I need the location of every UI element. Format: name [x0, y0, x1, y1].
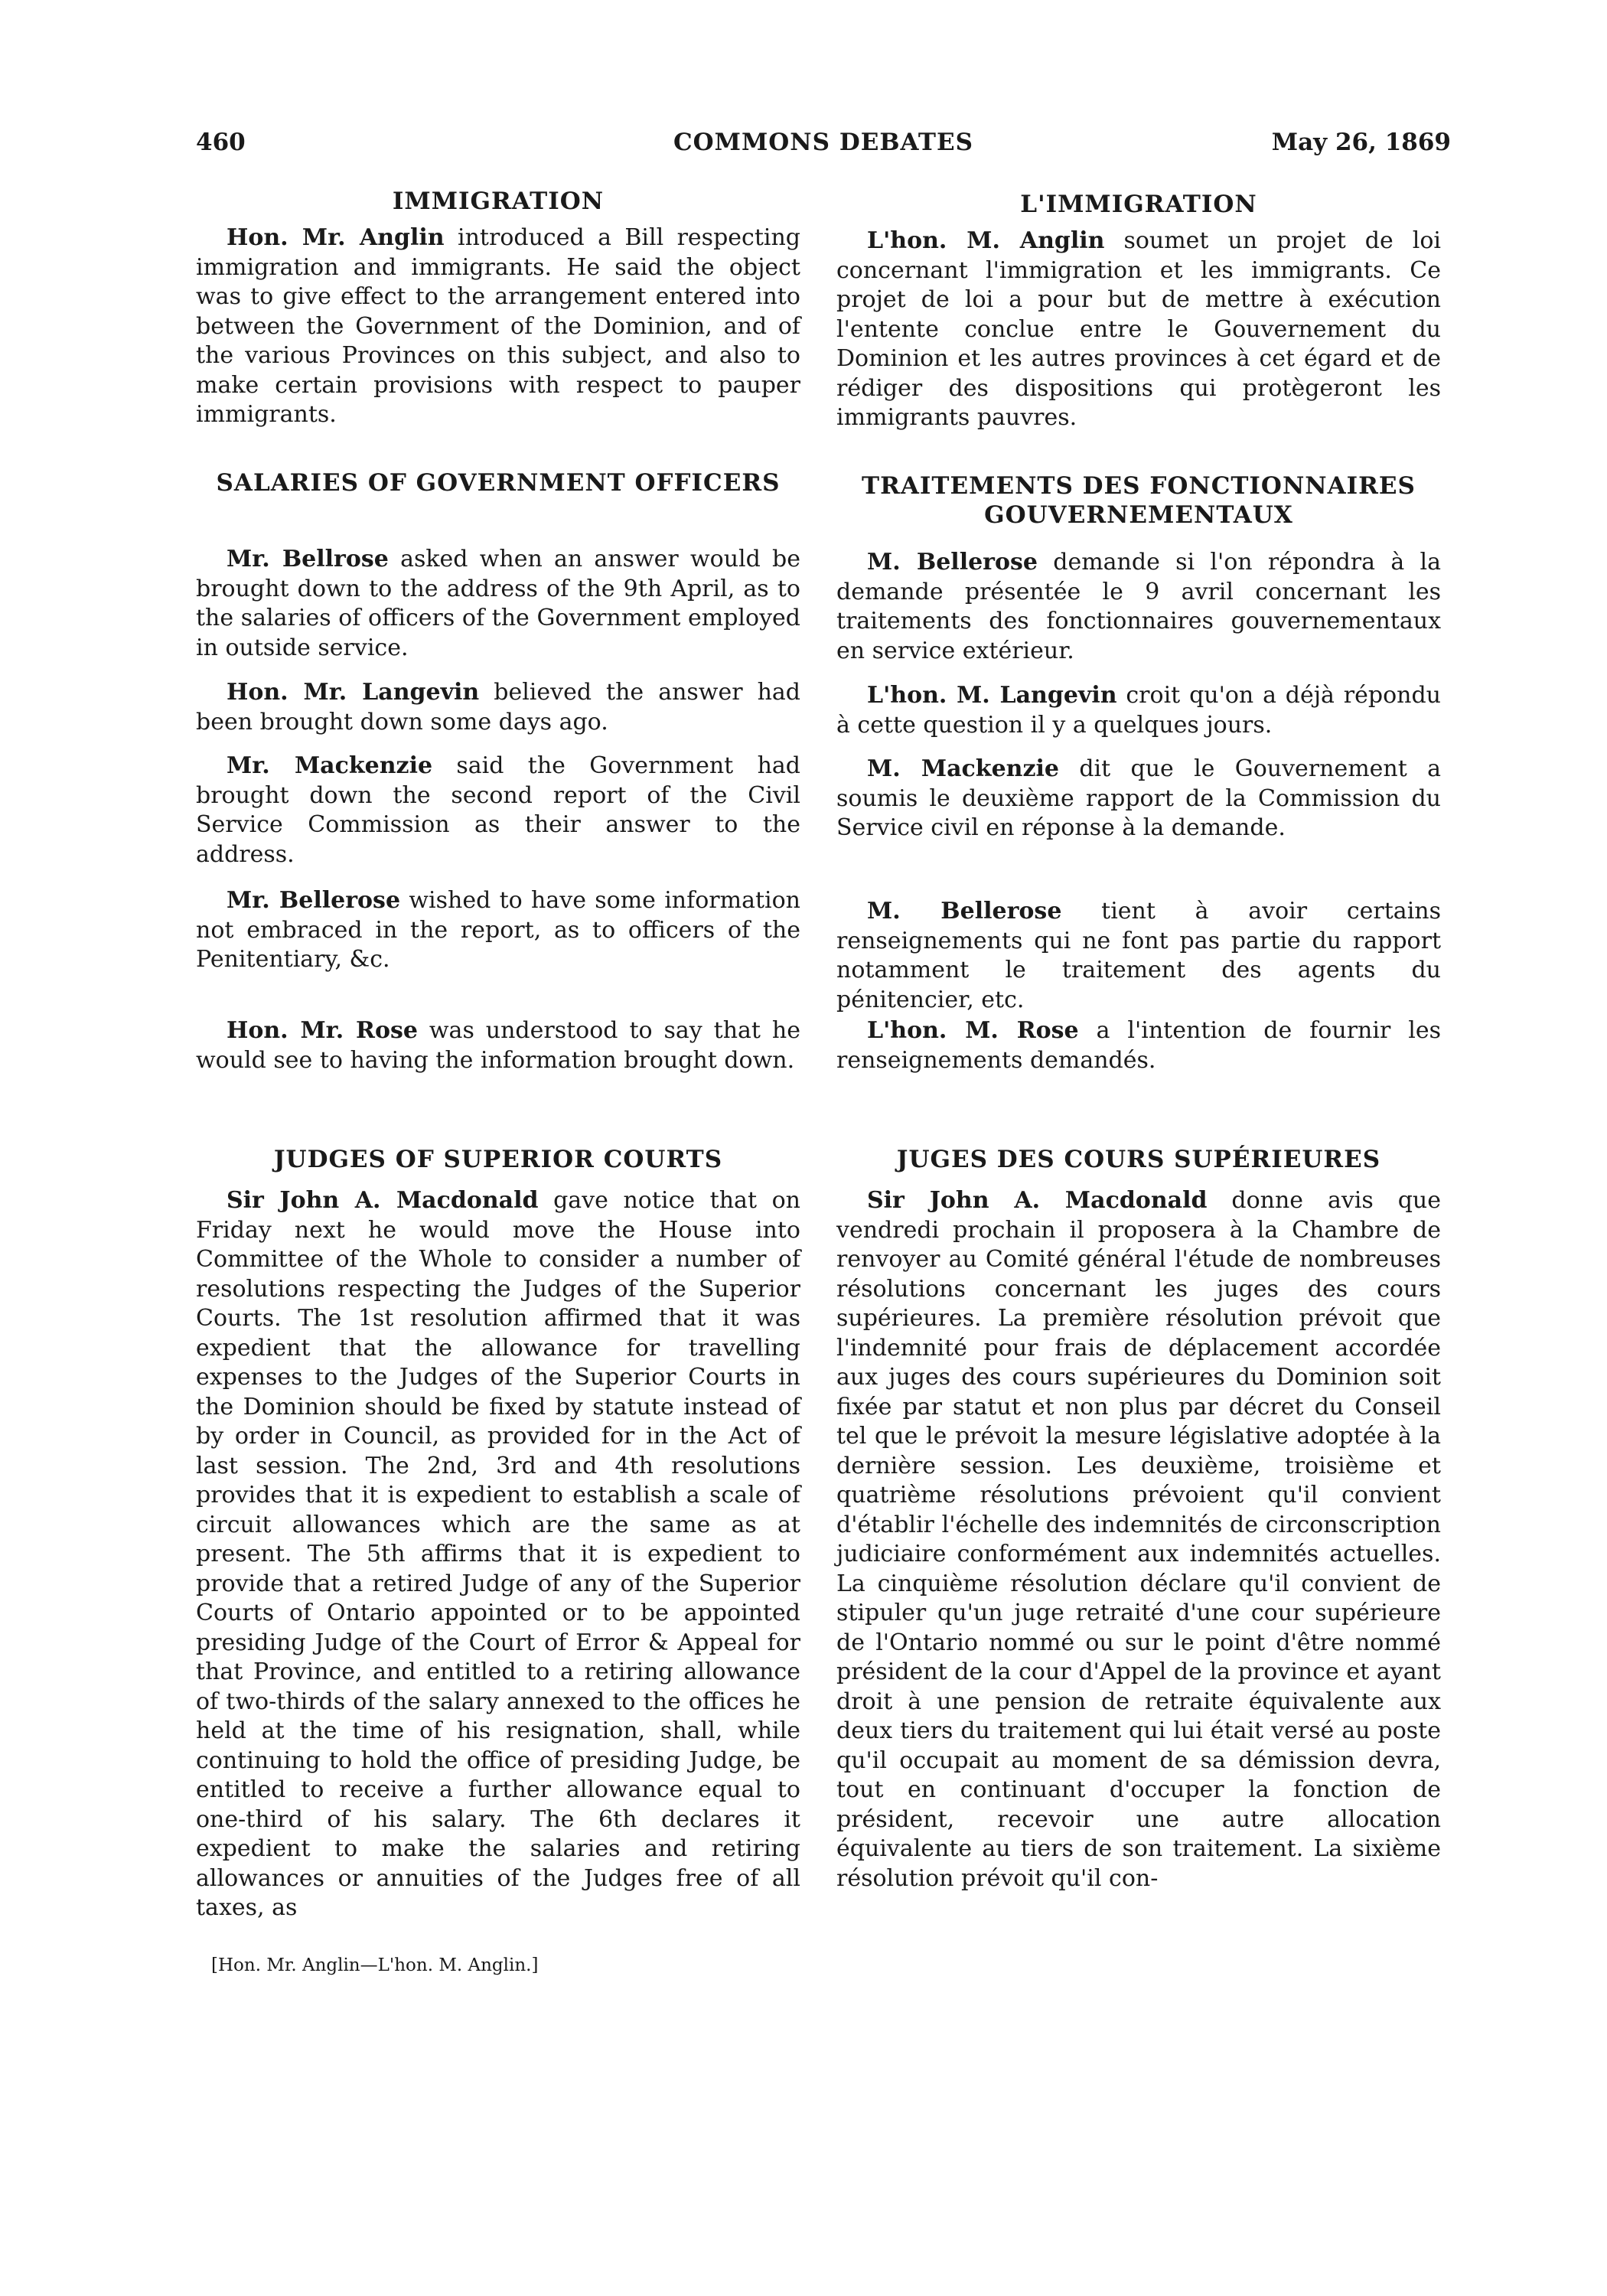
paragraph-bellerose-info — [196, 886, 800, 975]
page-header — [196, 129, 1451, 159]
paragraph-mackenzie-fr — [836, 755, 1441, 843]
speech-text: donne avis que vendredi prochain il proposera à la Chambre de renvoyer au Comité général l'étude de nombreuses résolutions concernant les juges des cours supérieures. La première résolution prévoit que l'indemnité pour frais de déplacement accordée aux juges des cours supérieures du Dominion soit fixée par statut et non plus par décret du Conseil tel que le prévoit la mesure législative adoptée à la dernière session. Les deuxième, troisième et quatrième résolutions prévoient qu'il convient d'établir l'échelle des indemnités de circonscription judiciaire conformément aux indemnités actuelles. La cinquième résolution déclare qu'il convient de stipuler qu'un juge retraité d'une cour supérieure de l'Ontario nommé ou sur le point d'être nommé président de la cour d'Appel de la province et ayant droit à une pension de retraite équivalente aux deux tiers du traitement qui lui était versé au poste qu'il occupait au moment de sa démission devra, tout en continuant d'occuper la fonction de président, recevoir une autre allocation équivalente au tiers de son traitement. La sixième résolution prévoit qu'il con- — [836, 1187, 1441, 1892]
section-title-immigration-fr: L'IMMIGRATION — [1020, 191, 1257, 218]
paragraph-bellerose-info-fr — [836, 897, 1441, 1015]
section-title-immigration: IMMIGRATION — [392, 188, 605, 215]
paragraph-anglin-immigration-fr — [836, 227, 1441, 433]
paragraph-bellerose-question-fr — [836, 548, 1441, 666]
speech-text: was understood to say that he would see to having the information brought down. — [196, 1017, 800, 1074]
speaker-name: Hon. Mr. Langevin — [227, 679, 480, 706]
speech-text: believed the answer had been brought down some days ago. — [196, 679, 801, 735]
speech-text: croit qu'on a déjà répondu à cette question il y a quelques jours. — [836, 682, 1441, 739]
page-footer-note: [Hon. Mr. Anglin—L'hon. M. Anglin.] — [211, 1955, 539, 1975]
speech-text: wished to have some information not embraced in the report, as to officers of the Penitentiary, &c. — [196, 887, 801, 973]
speaker-name: Sir John A. Macdonald — [867, 1187, 1208, 1214]
paragraph-anglin-immigration — [196, 223, 800, 430]
section-title-judges-fr: JUGES DES COURS SUPÉRIEURES — [896, 1146, 1381, 1173]
speaker-name: L'hon. M. Langevin — [867, 682, 1117, 709]
publication-title: COMMONS DEBATES — [673, 129, 973, 156]
paragraph-macdonald-resolutions — [196, 1186, 800, 1923]
speaker-name: Hon. Mr. Anglin — [227, 224, 445, 251]
page-number: 460 — [196, 129, 246, 156]
paragraph-mackenzie — [196, 752, 800, 869]
speaker-name: Mr. Bellrose — [227, 546, 389, 572]
speech-text: soumet un projet de loi concernant l'immigration et les immigrants. Ce projet de loi a pour but de mettre à exécution l'entente conclue entre le Gouvernement du Dominion et les autres provinces à cet égard et de rédiger des dispositions qui protègeront les immigrants pauvres. — [836, 227, 1441, 431]
speaker-name: Sir John A. Macdonald — [227, 1187, 539, 1214]
paragraph-langevin — [196, 678, 800, 737]
page-date: May 26, 1869 — [1271, 129, 1451, 156]
speaker-name: M. Bellerose — [867, 549, 1038, 576]
section-title-salaries-fr: TRAITEMENTS DES FONCTIONNAIRES GOUVERNEMENTAUX — [862, 472, 1416, 529]
section-title-judges: JUDGES OF SUPERIOR COURTS — [273, 1146, 723, 1173]
speaker-name: Mr. Mackenzie — [227, 752, 433, 779]
paragraph-bellrose-question — [196, 545, 800, 663]
speaker-name: Hon. Mr. Rose — [227, 1017, 418, 1044]
paragraph-langevin-fr — [836, 681, 1441, 740]
speaker-name: M. Mackenzie — [867, 755, 1059, 782]
speaker-name: L'hon. M. Rose — [867, 1017, 1079, 1044]
speaker-name: L'hon. M. Anglin — [867, 227, 1105, 254]
speech-text: said the Government had brought down the second report of the Civil Service Commission as their answer to the address. — [196, 752, 800, 868]
speech-text: introduced a Bill respecting immigration and immigrants. He said the object was to give effect to the arrangement entered into between the Government of the Dominion, and of the various Provinces on this subject, and also to make certain provisions with respect to pauper immigrants. — [196, 224, 801, 428]
paragraph-rose — [196, 1016, 800, 1075]
paragraph-rose-fr — [836, 1016, 1441, 1075]
speech-text: tient à avoir certains renseignements qui ne font pas partie du rapport notamment le traitement des agents du pénitencier, etc. — [836, 898, 1442, 1013]
speech-text: asked when an answer would be brought down to the address of the 9th April, as to the salaries of officers of the Government employed in outside service. — [196, 546, 800, 661]
speaker-name: M. Bellerose — [867, 898, 1062, 925]
speech-text: demande si l'on répondra à la demande présentée le 9 avril concernant les traitements des fonctionnaires gouvernementaux en service extérieur. — [836, 549, 1441, 664]
speech-text: a l'intention de fournir les renseignements demandés. — [836, 1017, 1441, 1074]
paragraph-macdonald-resolutions-fr — [836, 1186, 1441, 1893]
speech-text: gave notice that on Friday next he would move the House into Committee of the Whole to consider a number of resolutions respecting the Judges of the Superior Courts. The 1st resolution affirmed that it was expedient that the allowance for travelling expenses to the Judges of the Superior Courts in the Dominion should be fixed by statute instead of by order in Council, as provided for in the Act of last session. The 2nd, 3rd and 4th resolutions provides that it is expedient to establish a scale of circuit allowances which are the same as at present. The 5th affirms that it is expedient to provide that a retired Judge of any of the Superior Courts of Ontario appointed or to be appointed presiding Judge of the Court of Error & Appeal for that Province, and entitled to a retiring allowance of two-thirds of the salary annexed to the offices he held at the time of his resignation, shall, while continuing to hold the office of presiding Judge, be entitled to receive a further allowance equal to one-third of his salary. The 6th declares it expedient to make the salaries and retiring allowances or annuities of the Judges free of all taxes, as — [196, 1187, 800, 1921]
speaker-name: Mr. Bellerose — [227, 887, 401, 914]
speech-text: dit que le Gouvernement a soumis le deuxième rapport de la Commission du Service civil en réponse à la demande. — [836, 755, 1441, 841]
section-title-salaries: SALARIES OF GOVERNMENT OFFICERS — [216, 469, 781, 497]
